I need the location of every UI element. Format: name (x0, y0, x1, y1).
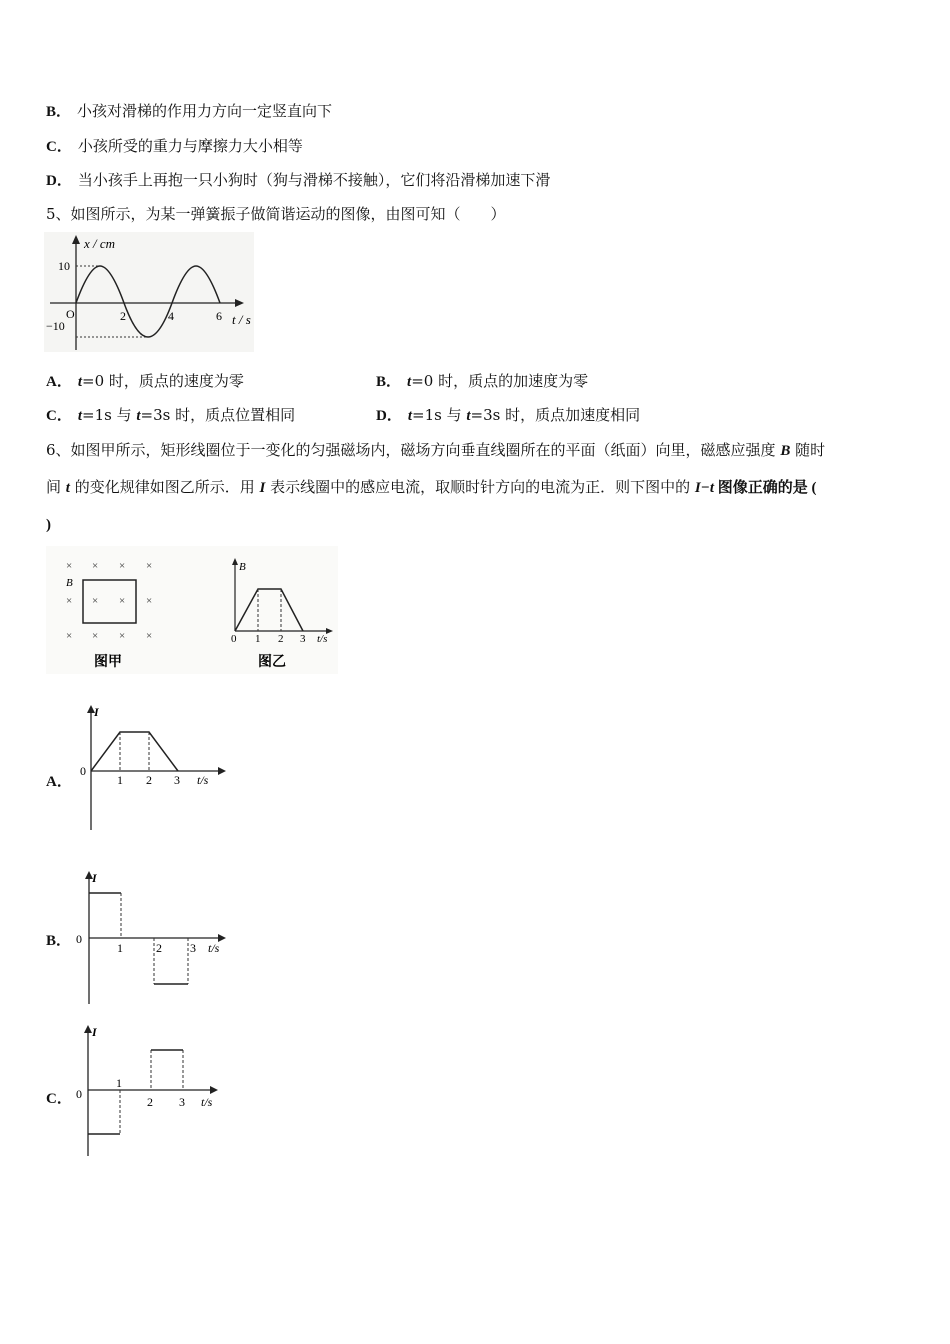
cross-mark: × (66, 630, 73, 642)
x-axis-label: t / s (232, 312, 251, 327)
tick-3: 3 (190, 941, 196, 955)
tick-1: 1 (117, 941, 123, 955)
field-label: B (66, 577, 73, 589)
q5-option-c (46, 405, 295, 426)
x-axis-arrow (210, 1086, 218, 1094)
option-text: =3s 时，质点加速度相同 (470, 406, 641, 424)
cross-mark: × (119, 630, 126, 642)
yi-tick-3: 3 (300, 633, 306, 645)
option-label: B． (46, 104, 72, 120)
cross-mark: × (92, 560, 99, 572)
caption-jia: 图甲 (94, 655, 122, 670)
tick-0: 0 (76, 932, 82, 946)
q6-option-b-graph (72, 866, 232, 1006)
q6-stem-line3 (46, 514, 51, 535)
origin-label: O (66, 307, 75, 321)
q6-option-a-graph (72, 700, 232, 832)
y-label: I (94, 705, 99, 719)
q6-option-a-label: A． (46, 774, 72, 790)
q6-option-b-label: B． (46, 933, 72, 949)
tick-2: 2 (146, 773, 152, 787)
y-label: I (92, 1025, 97, 1039)
cross-mark: × (119, 560, 126, 572)
q6-stem-line1 (46, 440, 825, 461)
option-text: =1s 与 (412, 406, 467, 424)
q5-sine-graph (44, 232, 254, 352)
var-t: t (407, 374, 412, 390)
tick-0: 0 (80, 764, 86, 778)
option-text: =1s 与 (82, 406, 137, 424)
tick-1: 1 (116, 1076, 122, 1090)
stem-text: 图像正确的是 ( (714, 480, 817, 496)
stem-text: 6、如图甲所示，矩形线圈位于一变化的匀强磁场内，磁场方向垂直线圈所在的平面（纸面）向里，磁感应强度 (46, 441, 781, 459)
tick-3: 3 (179, 1095, 185, 1109)
var-t: t (407, 408, 413, 424)
figure-background (46, 546, 338, 674)
y-tick-10: 10 (58, 259, 70, 273)
option-label: B． (376, 374, 402, 390)
option-label: D． (376, 408, 402, 424)
x-label: t/s (197, 773, 209, 787)
var-t: t (65, 480, 70, 496)
yi-tick-2: 2 (278, 633, 284, 645)
option-label: C． (46, 139, 72, 155)
cross-mark: × (92, 595, 99, 607)
stem-text: 的变化规律如图乙所示．用 (69, 478, 260, 496)
q6-option-c-graph (72, 1020, 232, 1160)
option-label: C． (46, 408, 72, 424)
x-tick-2: 2 (120, 309, 126, 323)
option-text: =0 时，质点的速度为零 (82, 372, 244, 390)
yi-x-label: t/s (317, 633, 328, 645)
q4-option-c (46, 136, 303, 157)
x-axis-arrow (218, 767, 226, 775)
x-tick-6: 6 (216, 309, 222, 323)
yi-y-label: B (239, 561, 246, 573)
x-label: t/s (208, 941, 220, 955)
x-label: t/s (201, 1095, 213, 1109)
y-label: I (92, 871, 97, 885)
stem-text: 间 (46, 478, 66, 496)
stem-text: 表示线圈中的感应电流，取顺时针方向的电流为正．则下图中的 (265, 478, 695, 496)
cross-mark: × (66, 560, 73, 572)
current-curve (91, 732, 178, 771)
option-text: =3s 时，质点位置相同 (140, 406, 296, 424)
q5-option-d (376, 405, 640, 426)
cross-mark: × (92, 630, 99, 642)
stem-text: ) (46, 517, 51, 533)
option-text: =0 时，质点的加速度为零 (411, 372, 589, 390)
yi-tick-0: 0 (231, 633, 237, 645)
tick-1: 1 (117, 773, 123, 787)
var-B: B (780, 443, 791, 459)
stem-text: 随时 (790, 441, 826, 459)
tick-0: 0 (76, 1087, 82, 1101)
cross-mark: × (66, 595, 73, 607)
var-I: I (259, 480, 266, 496)
cross-mark: × (146, 630, 153, 642)
caption-yi: 图乙 (258, 655, 286, 670)
var-t: t (466, 408, 471, 424)
x-tick-4: 4 (168, 309, 174, 323)
option-text: 小孩对滑梯的作用力方向一定竖直向下 (77, 102, 333, 120)
var-I-t: I−t (694, 480, 714, 496)
q6-figure-jia-yi (46, 546, 338, 674)
y-axis-label: x / cm (84, 236, 116, 251)
tick-2: 2 (147, 1095, 153, 1109)
q6-option-c-label: C． (46, 1091, 72, 1107)
cross-mark: × (119, 595, 126, 607)
q6-stem-line2 (46, 477, 817, 498)
q4-option-d (46, 170, 550, 191)
var-t: t (136, 408, 141, 424)
var-t: t (77, 374, 83, 390)
yi-tick-1: 1 (255, 633, 261, 645)
tick-2: 2 (156, 941, 162, 955)
option-label: A． (46, 374, 72, 390)
y-axis-arrow (84, 1025, 92, 1033)
option-text: 当小孩手上再抱一只小狗时（狗与滑梯不接触），它们将沿滑梯加速下滑 (77, 171, 551, 189)
cross-mark: × (146, 595, 153, 607)
cross-mark: × (146, 560, 153, 572)
y-tick-neg10: −10 (46, 319, 65, 333)
var-t: t (77, 408, 83, 424)
option-text: 小孩所受的重力与摩擦力大小相等 (77, 137, 303, 155)
option-label: D． (46, 173, 72, 189)
q5-option-a (46, 371, 244, 392)
q4-option-b (46, 101, 332, 122)
q5-stem: 5、如图所示，为某一弹簧振子做简谐运动的图像，由图可知（ ） (46, 205, 506, 223)
q5-option-b (376, 371, 588, 392)
tick-3: 3 (174, 773, 180, 787)
